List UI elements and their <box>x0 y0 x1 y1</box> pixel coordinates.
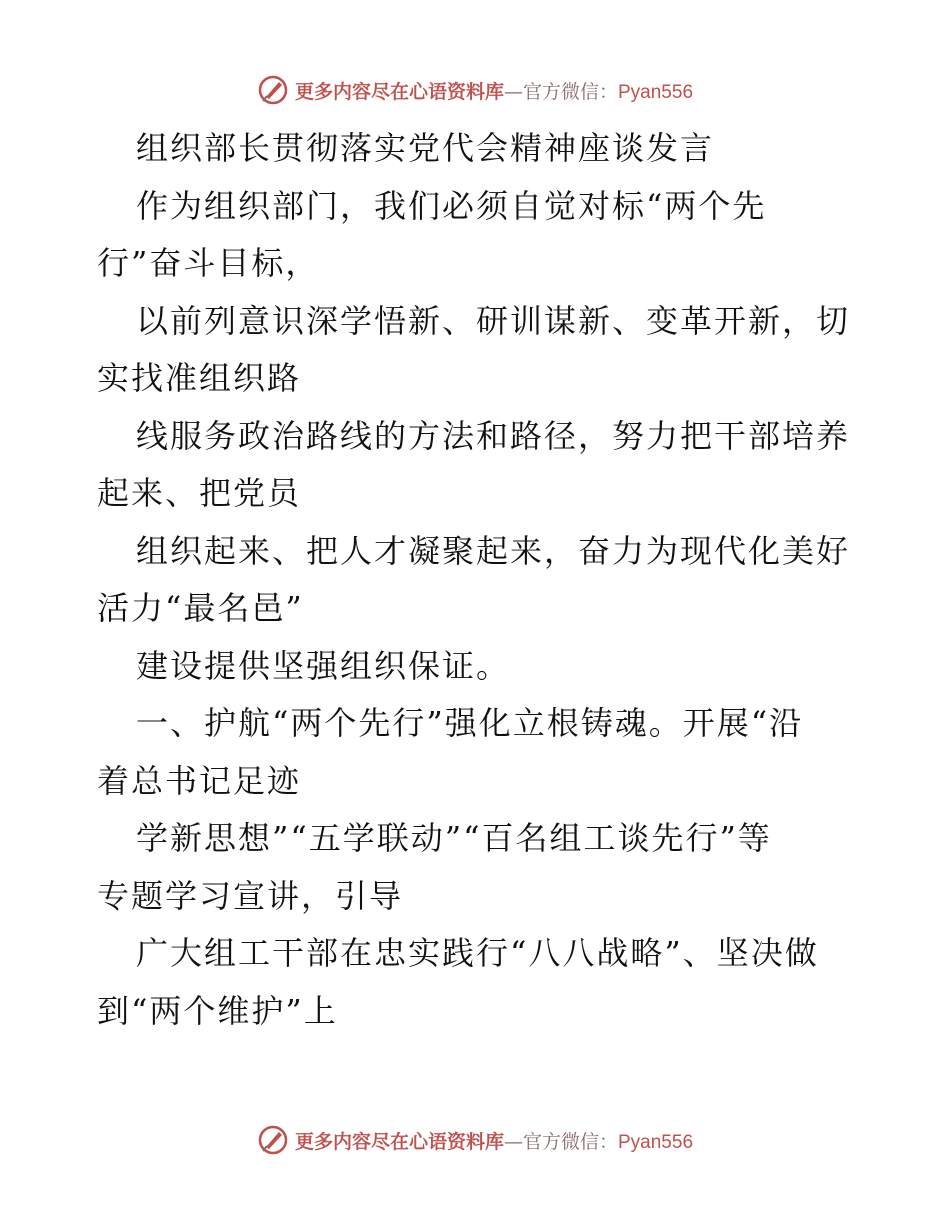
document-title: 组织部长贯彻落实党代会精神座谈发言 <box>136 129 715 167</box>
watermark-wechat-id: Pyan556 <box>618 81 694 103</box>
paragraph-line: 线服务政治路线的方法和路径，努力把干部培养 <box>136 416 851 455</box>
footer-watermark <box>0 1120 950 1160</box>
paragraph-line: 起来、把党员 <box>97 474 302 512</box>
paragraph-line: 到“两个维护”上 <box>97 991 338 1030</box>
paragraph-line: 广大组工干部在忠实践行“八八战略”、坚决做 <box>136 934 819 972</box>
watermark-lead: 更多内容尽在心语资料库 <box>294 80 504 103</box>
paragraph-line: 学新思想”“五学联动”“百名组工谈先行”等 <box>136 819 772 857</box>
document-body <box>97 120 857 1040</box>
watermark-official: 官方微信： <box>522 1130 618 1153</box>
paragraph-line: 实找准组织路 <box>97 359 302 397</box>
paragraph-line: 建设提供坚强组织保证。 <box>136 646 511 685</box>
watermark-text <box>295 1127 693 1154</box>
paragraph-line: 专题学习宣讲，引导 <box>97 876 404 915</box>
header-watermark <box>0 70 950 110</box>
watermark-text <box>295 77 693 104</box>
watermark-wechat-id: Pyan556 <box>618 1131 694 1153</box>
paragraph-line: 着总书记足迹 <box>97 761 302 800</box>
quill-logo-icon <box>257 74 289 106</box>
quill-logo-icon <box>257 1124 289 1156</box>
paragraph-line: 作为组织部门，我们必须自觉对标“两个先 <box>136 186 767 225</box>
section-heading-line: 一、护航“两个先行”强化立根铸魂。开展“沿 <box>136 704 804 742</box>
watermark-lead: 更多内容尽在心语资料库 <box>294 1130 504 1153</box>
paragraph-line: 行”奋斗目标， <box>97 244 320 282</box>
paragraph-line: 活力“最名邑” <box>97 589 304 627</box>
watermark-official: 官方微信： <box>522 80 618 103</box>
watermark-dash: — <box>503 1130 523 1153</box>
watermark-dash: — <box>503 80 523 103</box>
paragraph-line: 组织起来、把人才凝聚起来，奋力为现代化美好 <box>136 531 851 570</box>
paragraph-line: 以前列意识深学悟新、研训谋新、变革开新，切 <box>136 301 851 340</box>
